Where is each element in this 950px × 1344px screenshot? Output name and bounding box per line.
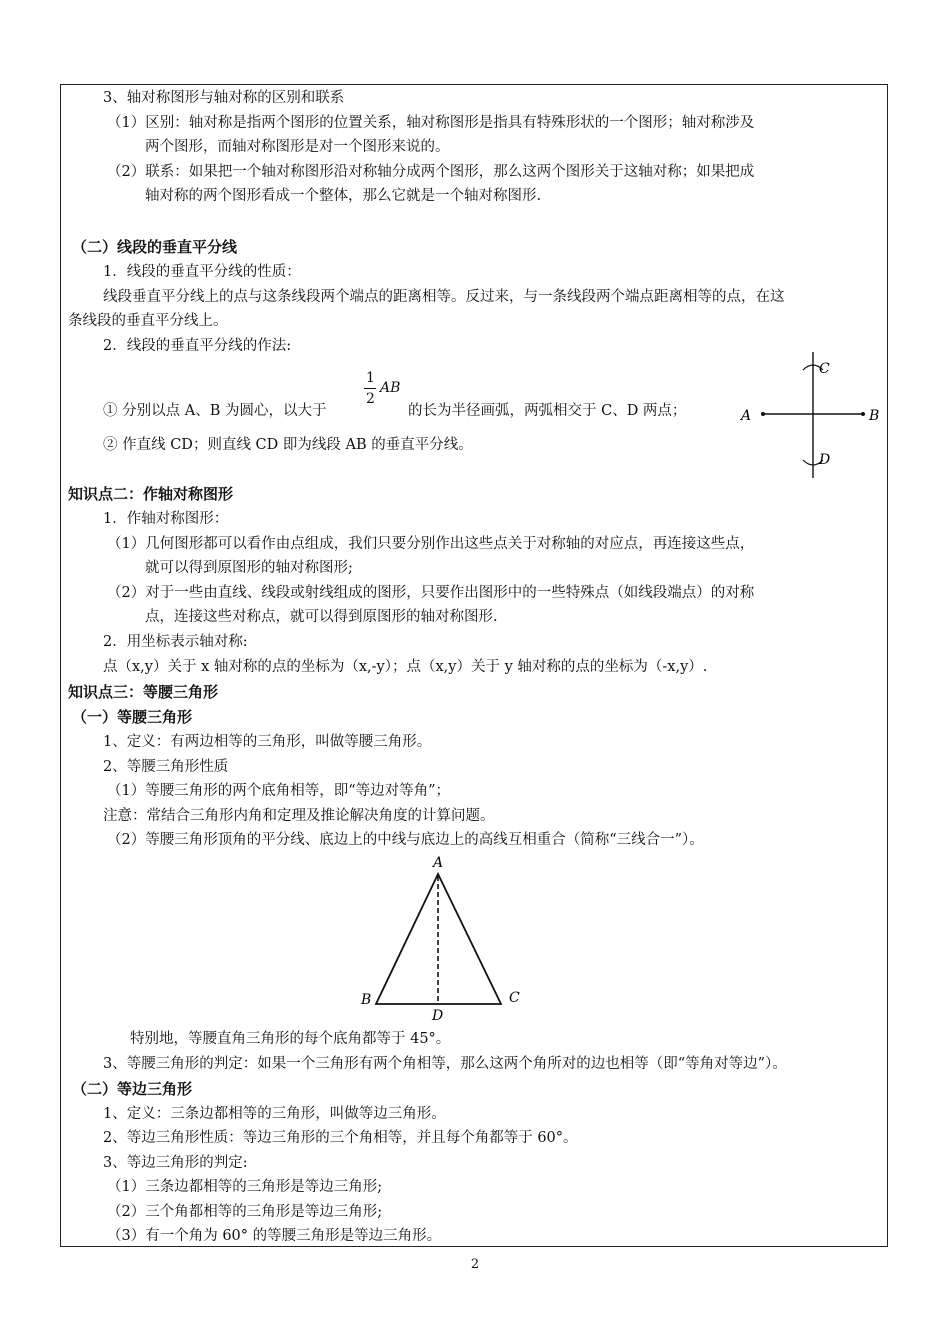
connection-line-1: （2）联系：如果把一个轴对称图形沿对称轴分成两个图形，那么这两个图形关于这轴对称；如果把成 — [107, 164, 755, 180]
fig1-label-d: D — [819, 452, 831, 468]
bisector-property-line-2: 条线段的垂直平分线上。 — [68, 313, 228, 329]
coordinate-symmetry-rule: 点（x,y）关于 x 轴对称的点的坐标为（x,-y）；点（x,y）关于 y 轴对称的点的坐标为（-x,y）. — [103, 659, 708, 675]
fig2-label-c: C — [509, 990, 520, 1006]
connection-line-2: 轴对称的两个图形看成一个整体，那么它就是一个轴对称图形. — [145, 188, 542, 204]
isosceles-triangle-figure — [355, 852, 535, 1028]
isosceles-note: 注意：常结合三角形内角和定理及推论解决角度的计算问题。 — [103, 808, 495, 824]
equilateral-criterion-2: （2）三个角都相等的三角形是等边三角形; — [107, 1204, 383, 1220]
page-number: 2 — [470, 1257, 480, 1272]
bisector-construction-title: 2．线段的垂直平分线的作法: — [103, 338, 292, 354]
isosceles-right-note: 特别地，等腰直角三角形的每个底角都等于 45°。 — [130, 1031, 451, 1047]
construction-step-2: ② 作直线 CD；则直线 CD 即为线段 AB 的垂直平分线。 — [103, 437, 473, 453]
construction-step-1-part2: 的长为半径画弧，两弧相交于 C、D 两点； — [408, 403, 687, 419]
fraction-ab: AB — [380, 380, 401, 396]
fig1-label-c: C — [819, 361, 830, 377]
draw-symmetric-1-line-1: （1）几何图形都可以看作由点组成，我们只要分别作出这些点关于对称轴的对应点，再连接这些点， — [107, 536, 755, 552]
equilateral-criterion-3: （3）有一个角为 60° 的等腰三角形是等边三角形。 — [107, 1228, 442, 1244]
draw-symmetric-title: 1．作轴对称图形： — [103, 511, 229, 527]
fig2-label-d: D — [432, 1008, 444, 1024]
equilateral-criterion-1: （1）三条边都相等的三角形是等边三角形; — [107, 1179, 383, 1195]
isosceles-property-1: （1）等腰三角形的两个底角相等，即“等边对等角”； — [107, 783, 451, 799]
fig1-label-a: A — [741, 408, 752, 424]
fraction-bar — [364, 388, 376, 389]
fraction-numerator: 1 — [366, 370, 375, 386]
isosceles-property-2: （2）等腰三角形顶角的平分线、底边上的中线与底边上的高线互相重合（简称“三线合一”）。 — [107, 832, 704, 848]
fig1-label-b: B — [869, 408, 880, 424]
section-heading-knowledge-3: 知识点三：等腰三角形 — [68, 683, 219, 701]
draw-symmetric-2-line-2: 点，连接这些对称点，就可以得到原图形的轴对称图形. — [145, 609, 498, 625]
equilateral-property: 2、等边三角形性质：等边三角形的三个角相等，并且每个角都等于 60°。 — [103, 1130, 578, 1146]
isosceles-criterion: 3、等腰三角形的判定：如果一个三角形有两个角相等，那么这两个角所对的边也相等（即“等角对等边”）。 — [103, 1056, 787, 1072]
section-heading-equilateral: （二）等边三角形 — [72, 1080, 193, 1098]
draw-symmetric-1-line-2: 就可以得到原图形的轴对称图形; — [145, 560, 353, 576]
equilateral-criterion-title: 3、等边三角形的判定: — [103, 1155, 248, 1171]
coordinate-symmetry-title: 2．用坐标表示轴对称: — [103, 634, 248, 650]
construction-step-1-part1: ① 分别以点 A、B 为圆心，以大于 — [103, 403, 327, 419]
difference-line-1: （1）区别：轴对称是指两个图形的位置关系，轴对称图形是指具有特殊形状的一个图形；轴对称涉及 — [107, 115, 755, 131]
isosceles-definition: 1、定义：有两边相等的三角形，叫做等腰三角形。 — [103, 734, 432, 750]
fig2-label-a: A — [433, 855, 444, 871]
section-heading-isosceles: （一）等腰三角形 — [72, 708, 193, 726]
fig2-label-b: B — [361, 992, 372, 1008]
isosceles-property-title: 2、等腰三角形性质 — [103, 759, 229, 775]
bisector-property-line-1: 线段垂直平分线上的点与这条线段两个端点的距离相等。反过来，与一条线段两个端点距离相等的点，在这 — [103, 289, 785, 305]
item-3-title: 3、轴对称图形与轴对称的区别和联系 — [103, 90, 345, 106]
equilateral-definition: 1、定义：三条边都相等的三角形，叫做等边三角形。 — [103, 1106, 446, 1122]
difference-line-2: 两个图形，而轴对称图形是对一个图形来说的。 — [145, 139, 450, 155]
draw-symmetric-2-line-1: （2）对于一些由直线、线段或射线组成的图形，只要作出图形中的一些特殊点（如线段端点）的对称 — [107, 585, 755, 601]
section-heading-perpendicular-bisector: （二）线段的垂直平分线 — [72, 238, 238, 256]
section-heading-knowledge-2: 知识点二：作轴对称图形 — [68, 485, 234, 503]
perpendicular-bisector-figure — [735, 348, 885, 480]
bisector-property-title: 1．线段的垂直平分线的性质： — [103, 264, 301, 280]
fraction-denominator: 2 — [366, 391, 375, 407]
